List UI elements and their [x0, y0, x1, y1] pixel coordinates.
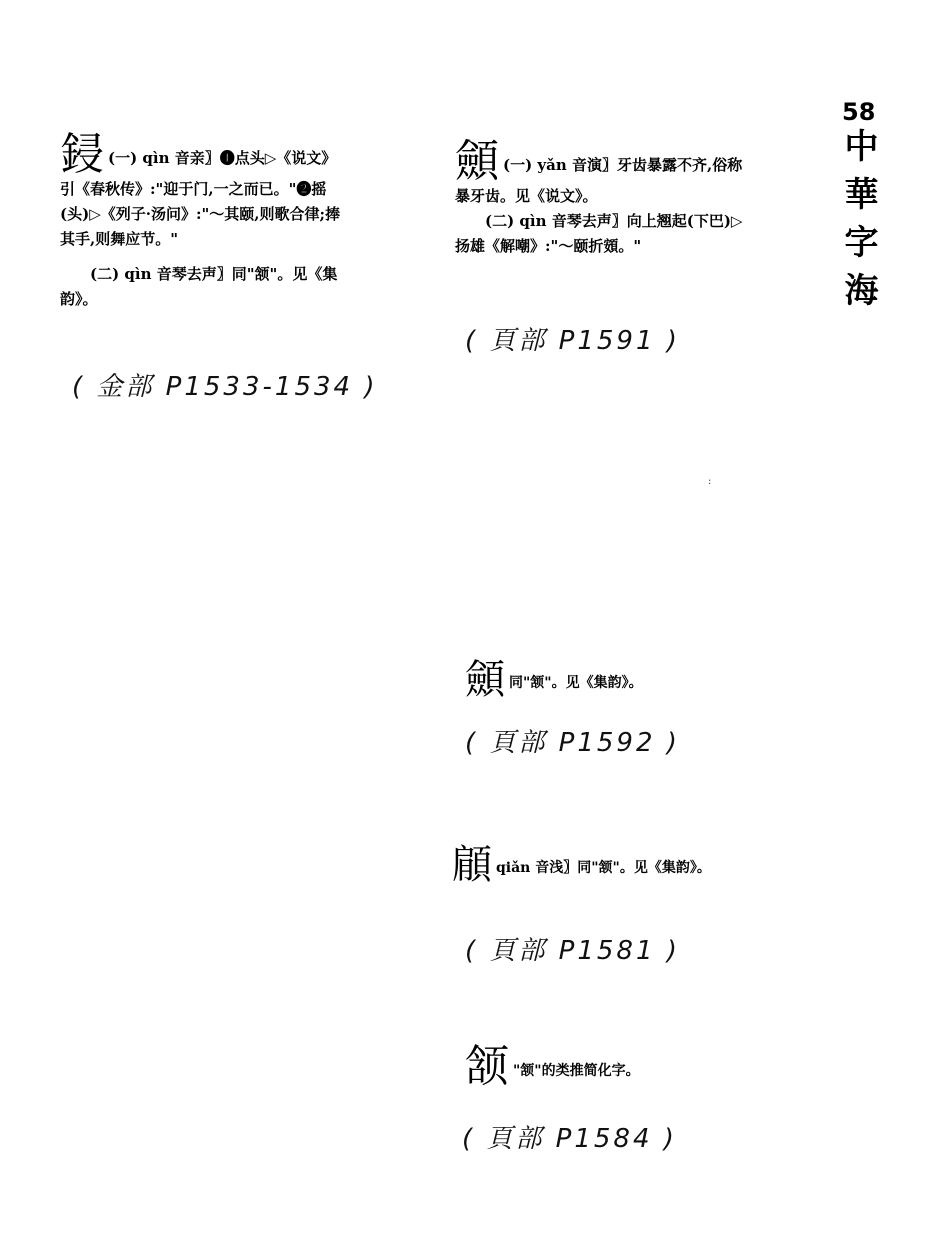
- definition-text: (一) qìn 音亲〗❶点头▷《说文》引《春秋传》:"迎于门,一之而已。"❷摇(头)▷《列子·汤问》:"～其颐,则歌合律;捧其手,则舞应节。": [60, 149, 341, 248]
- definition-text: "颔"的类推简化字。: [513, 1063, 640, 1079]
- handwritten-note: ( 頁部 P1591 ): [465, 326, 680, 356]
- speck: :: [708, 476, 712, 487]
- dictionary-entry-qian: [452, 842, 752, 888]
- dictionary-entry-simplified: [465, 1041, 765, 1092]
- handwritten-note: ( 頁部 P1592 ): [465, 728, 680, 758]
- page-number: 58: [842, 98, 876, 126]
- handwritten-note: ( 頁部 P1581 ): [465, 936, 680, 966]
- definition-text-2: (二) qìn 音琴去声〗向上翘起(下巴)▷扬雄《解嘲》:"～颐折頞。": [455, 212, 743, 255]
- headword: 颔: [465, 1041, 509, 1092]
- headword: 顅: [452, 842, 492, 888]
- definition-text: qiǎn 音浅〗同"颔"。见《集韵》。: [496, 860, 711, 876]
- dictionary-entry-yan: [455, 136, 755, 259]
- headword: 鋟: [60, 129, 104, 180]
- definition-text: (一) yǎn 音演〗牙齿暴露不齐,俗称暴牙齿。见《说文》。: [455, 156, 743, 205]
- dictionary-entry-qin: [60, 129, 350, 312]
- definition-text: 同"颔"。见《集韵》。: [509, 675, 643, 691]
- headword: 顩: [455, 136, 499, 187]
- handwritten-note: ( 金部 P1533-1534 ): [72, 372, 378, 402]
- book-title: 中華字海: [838, 128, 878, 320]
- headword: 顩: [465, 657, 505, 703]
- definition-text-2: (二) qìn 音琴去声〗同"颔"。见《集韵》。: [60, 265, 338, 308]
- handwritten-note: ( 頁部 P1584 ): [462, 1124, 677, 1154]
- dictionary-entry-variant-1: [465, 657, 765, 703]
